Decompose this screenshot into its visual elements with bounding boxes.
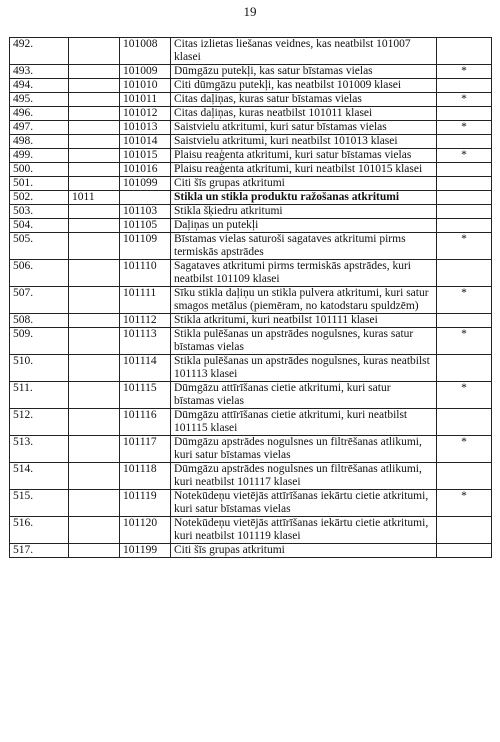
table-row bbox=[10, 191, 492, 205]
table-row bbox=[10, 544, 492, 558]
description-cell: Stikla atkritumi, kuri neatbilst 101111 klasei bbox=[171, 314, 437, 328]
hazard-mark-cell: * bbox=[437, 328, 492, 355]
row-number-cell: 498. bbox=[10, 135, 69, 149]
description-cell: Daļiņas un putekļi bbox=[171, 219, 437, 233]
row-number-cell: 497. bbox=[10, 121, 69, 135]
group-code-cell bbox=[69, 463, 120, 490]
waste-code-cell: 101015 bbox=[120, 149, 171, 163]
waste-code-cell: 101010 bbox=[120, 79, 171, 93]
group-code-cell bbox=[69, 490, 120, 517]
row-number-cell: 511. bbox=[10, 382, 69, 409]
group-code-cell bbox=[69, 544, 120, 558]
waste-code-cell: 101012 bbox=[120, 107, 171, 121]
description-cell: Citas izlietas liešanas veidnes, kas neatbilst 101007 klasei bbox=[171, 38, 437, 65]
hazard-mark-cell bbox=[437, 260, 492, 287]
group-code-cell bbox=[69, 409, 120, 436]
table-row bbox=[10, 163, 492, 177]
waste-code-cell: 101114 bbox=[120, 355, 171, 382]
waste-code-cell: 101009 bbox=[120, 65, 171, 79]
group-code-cell bbox=[69, 219, 120, 233]
row-number-cell: 514. bbox=[10, 463, 69, 490]
group-code-cell bbox=[69, 107, 120, 121]
table-body bbox=[10, 38, 492, 558]
waste-code-cell: 101199 bbox=[120, 544, 171, 558]
group-code-cell bbox=[69, 436, 120, 463]
waste-code-cell: 101120 bbox=[120, 517, 171, 544]
group-code-cell bbox=[69, 65, 120, 79]
group-code-cell bbox=[69, 260, 120, 287]
description-cell: Citi dūmgāzu putekļi, kas neatbilst 101009 klasei bbox=[171, 79, 437, 93]
hazard-mark-cell bbox=[437, 517, 492, 544]
row-number-cell: 509. bbox=[10, 328, 69, 355]
description-cell: Citi šīs grupas atkritumi bbox=[171, 177, 437, 191]
waste-code-cell: 101013 bbox=[120, 121, 171, 135]
group-code-cell bbox=[69, 517, 120, 544]
row-number-cell: 501. bbox=[10, 177, 69, 191]
hazard-mark-cell bbox=[437, 205, 492, 219]
row-number-cell: 517. bbox=[10, 544, 69, 558]
hazard-mark-cell bbox=[437, 355, 492, 382]
group-code-cell bbox=[69, 79, 120, 93]
waste-code-cell bbox=[120, 191, 171, 205]
row-number-cell: 513. bbox=[10, 436, 69, 463]
description-cell: Notekūdeņu vietējās attīrīšanas iekārtu cietie atkritumi, kuri neatbilst 101119 klasei bbox=[171, 517, 437, 544]
waste-code-cell: 101103 bbox=[120, 205, 171, 219]
description-cell: Plaisu reaģenta atkritumi, kuri satur bīstamas vielas bbox=[171, 149, 437, 163]
table-row bbox=[10, 314, 492, 328]
description-cell: Plaisu reaģenta atkritumi, kuri neatbilst 101015 klasei bbox=[171, 163, 437, 177]
hazard-mark-cell bbox=[437, 135, 492, 149]
description-cell: Dūmgāzu attīrīšanas cietie atkritumi, kuri satur bīstamas vielas bbox=[171, 382, 437, 409]
row-number-cell: 505. bbox=[10, 233, 69, 260]
waste-code-cell: 101099 bbox=[120, 177, 171, 191]
group-code-cell: 1011 bbox=[69, 191, 120, 205]
hazard-mark-cell bbox=[437, 219, 492, 233]
group-code-cell bbox=[69, 355, 120, 382]
table-row bbox=[10, 328, 492, 355]
hazard-mark-cell: * bbox=[437, 65, 492, 79]
table-row bbox=[10, 219, 492, 233]
row-number-cell: 510. bbox=[10, 355, 69, 382]
waste-code-cell: 101014 bbox=[120, 135, 171, 149]
description-cell: Bīstamas vielas saturoši sagataves atkritumi pirms termiskās apstrādes bbox=[171, 233, 437, 260]
hazard-mark-cell: * bbox=[437, 121, 492, 135]
table-row bbox=[10, 205, 492, 219]
waste-code-cell: 101109 bbox=[120, 233, 171, 260]
row-number-cell: 499. bbox=[10, 149, 69, 163]
row-number-cell: 495. bbox=[10, 93, 69, 107]
description-cell: Stikla pulēšanas un apstrādes nogulsnes, kuras neatbilst 101113 klasei bbox=[171, 355, 437, 382]
description-cell: Dūmgāzu attīrīšanas cietie atkritumi, kuri neatbilst 101115 klasei bbox=[171, 409, 437, 436]
table-row bbox=[10, 107, 492, 121]
description-cell: Dūmgāzu apstrādes nogulsnes un filtrēšanas atlikumi, kuri neatbilst 101117 klasei bbox=[171, 463, 437, 490]
row-number-cell: 515. bbox=[10, 490, 69, 517]
table-row bbox=[10, 382, 492, 409]
table-row bbox=[10, 93, 492, 107]
row-number-cell: 492. bbox=[10, 38, 69, 65]
group-code-cell bbox=[69, 38, 120, 65]
row-number-cell: 503. bbox=[10, 205, 69, 219]
waste-code-cell: 101111 bbox=[120, 287, 171, 314]
row-number-cell: 516. bbox=[10, 517, 69, 544]
waste-code-cell: 101105 bbox=[120, 219, 171, 233]
hazard-mark-cell bbox=[437, 314, 492, 328]
hazard-mark-cell: * bbox=[437, 287, 492, 314]
row-number-cell: 507. bbox=[10, 287, 69, 314]
hazard-mark-cell bbox=[437, 463, 492, 490]
waste-code-cell: 101117 bbox=[120, 436, 171, 463]
waste-code-cell: 101016 bbox=[120, 163, 171, 177]
description-cell: Stikla pulēšanas un apstrādes nogulsnes, kuras satur bīstamas vielas bbox=[171, 328, 437, 355]
hazard-mark-cell: * bbox=[437, 233, 492, 260]
waste-classification-table bbox=[9, 37, 492, 558]
row-number-cell: 512. bbox=[10, 409, 69, 436]
description-cell: Citi šīs grupas atkritumi bbox=[171, 544, 437, 558]
table-row bbox=[10, 287, 492, 314]
description-cell: Citas daļiņas, kuras satur bīstamas vielas bbox=[171, 93, 437, 107]
row-number-cell: 500. bbox=[10, 163, 69, 177]
group-code-cell bbox=[69, 205, 120, 219]
table-row bbox=[10, 177, 492, 191]
group-code-cell bbox=[69, 163, 120, 177]
description-cell: Sīku stikla daļiņu un stikla pulvera atkritumi, kuri satur smagos metālus (piemēram, no katodstaru spuldzēm) bbox=[171, 287, 437, 314]
hazard-mark-cell: * bbox=[437, 93, 492, 107]
description-cell: Dūmgāzu apstrādes nogulsnes un filtrēšanas atlikumi, kuri satur bīstamas vielas bbox=[171, 436, 437, 463]
description-cell: Sagataves atkritumi pirms termiskās apstrādes, kuri neatbilst 101109 klasei bbox=[171, 260, 437, 287]
description-cell: Notekūdeņu vietējās attīrīšanas iekārtu cietie atkritumi, kuri satur bīstamas vielas bbox=[171, 490, 437, 517]
row-number-cell: 508. bbox=[10, 314, 69, 328]
page-number: 19 bbox=[243, 4, 257, 19]
row-number-cell: 506. bbox=[10, 260, 69, 287]
table-row bbox=[10, 409, 492, 436]
hazard-mark-cell: * bbox=[437, 382, 492, 409]
group-code-cell bbox=[69, 314, 120, 328]
waste-code-cell: 101008 bbox=[120, 38, 171, 65]
description-cell: Stikla un stikla produktu ražošanas atkritumi bbox=[171, 191, 437, 205]
table-row bbox=[10, 79, 492, 93]
waste-code-cell: 101115 bbox=[120, 382, 171, 409]
table-row bbox=[10, 490, 492, 517]
table-row bbox=[10, 121, 492, 135]
table-row bbox=[10, 436, 492, 463]
group-code-cell bbox=[69, 93, 120, 107]
hazard-mark-cell: * bbox=[437, 490, 492, 517]
hazard-mark-cell bbox=[437, 38, 492, 65]
table-row bbox=[10, 65, 492, 79]
hazard-mark-cell bbox=[437, 107, 492, 121]
group-code-cell bbox=[69, 328, 120, 355]
row-number-cell: 493. bbox=[10, 65, 69, 79]
waste-code-cell: 101110 bbox=[120, 260, 171, 287]
waste-code-cell: 101112 bbox=[120, 314, 171, 328]
description-cell: Dūmgāzu putekļi, kas satur bīstamas vielas bbox=[171, 65, 437, 79]
waste-code-cell: 101011 bbox=[120, 93, 171, 107]
hazard-mark-cell bbox=[437, 191, 492, 205]
table-row bbox=[10, 355, 492, 382]
row-number-cell: 504. bbox=[10, 219, 69, 233]
table-row bbox=[10, 463, 492, 490]
hazard-mark-cell bbox=[437, 177, 492, 191]
group-code-cell bbox=[69, 382, 120, 409]
description-cell: Citas daļiņas, kuras neatbilst 101011 klasei bbox=[171, 107, 437, 121]
hazard-mark-cell bbox=[437, 544, 492, 558]
table-row bbox=[10, 260, 492, 287]
group-code-cell bbox=[69, 121, 120, 135]
group-code-cell bbox=[69, 233, 120, 260]
hazard-mark-cell: * bbox=[437, 149, 492, 163]
table-row bbox=[10, 517, 492, 544]
row-number-cell: 502. bbox=[10, 191, 69, 205]
table-row bbox=[10, 135, 492, 149]
table-row bbox=[10, 149, 492, 163]
group-code-cell bbox=[69, 177, 120, 191]
table-row bbox=[10, 38, 492, 65]
waste-code-cell: 101116 bbox=[120, 409, 171, 436]
waste-code-cell: 101119 bbox=[120, 490, 171, 517]
row-number-cell: 494. bbox=[10, 79, 69, 93]
group-code-cell bbox=[69, 149, 120, 163]
table-row bbox=[10, 233, 492, 260]
description-cell: Saistvielu atkritumi, kuri satur bīstamas vielas bbox=[171, 121, 437, 135]
hazard-mark-cell: * bbox=[437, 436, 492, 463]
description-cell: Saistvielu atkritumi, kuri neatbilst 101013 klasei bbox=[171, 135, 437, 149]
group-code-cell bbox=[69, 287, 120, 314]
hazard-mark-cell bbox=[437, 79, 492, 93]
waste-code-cell: 101113 bbox=[120, 328, 171, 355]
group-code-cell bbox=[69, 135, 120, 149]
waste-code-cell: 101118 bbox=[120, 463, 171, 490]
hazard-mark-cell bbox=[437, 163, 492, 177]
hazard-mark-cell bbox=[437, 409, 492, 436]
row-number-cell: 496. bbox=[10, 107, 69, 121]
description-cell: Stikla šķiedru atkritumi bbox=[171, 205, 437, 219]
